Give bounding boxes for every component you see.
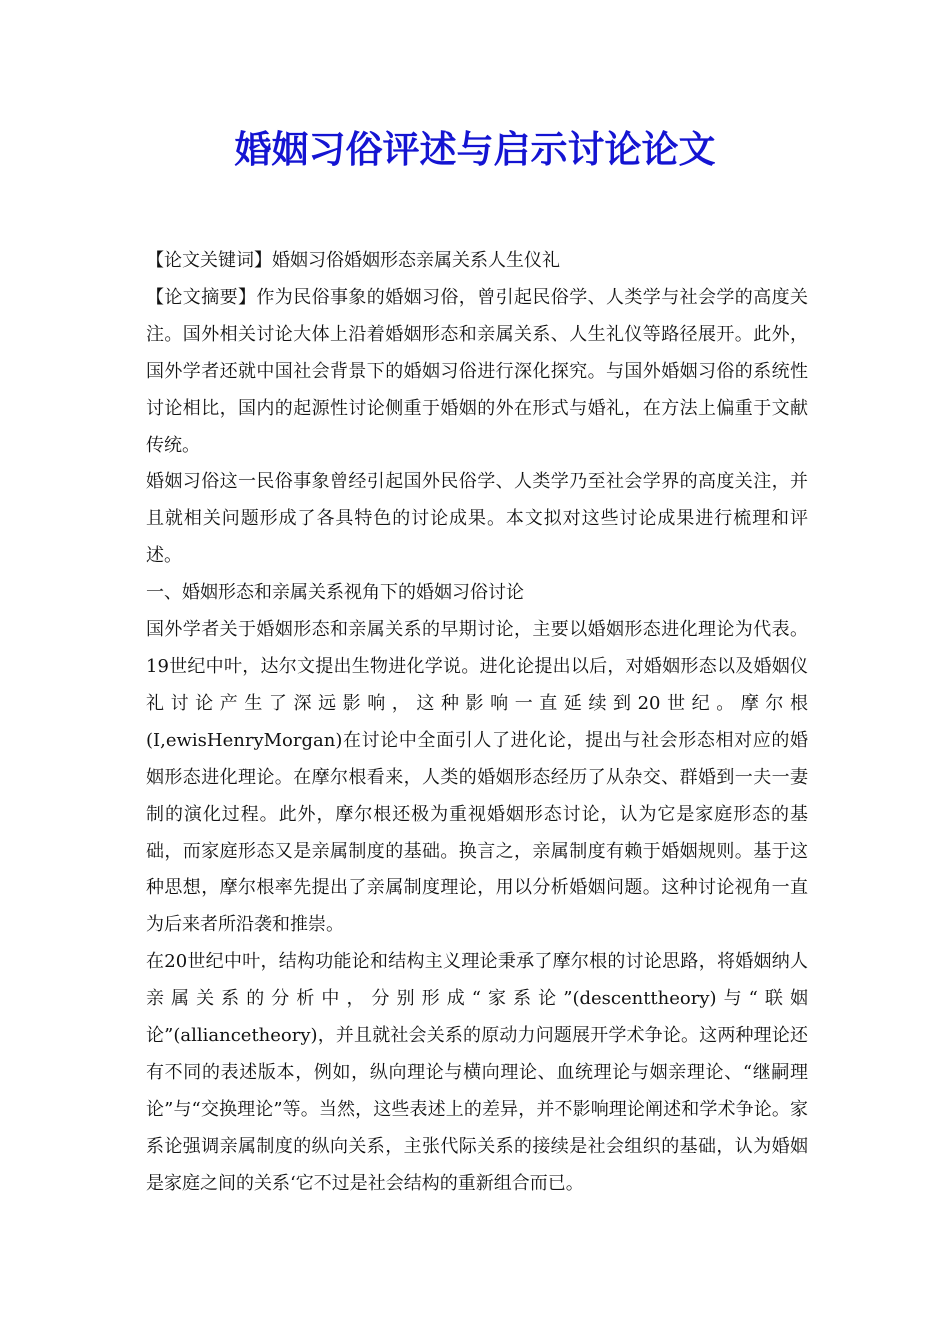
document-body [146,243,808,1203]
body-paragraph: 在20世纪中叶，结构功能论和结构主义理论秉承了摩尔根的讨论思路，将婚姻纳人亲属关系的分析中，分别形成“家系论”(descenttheory)与“联姻论”(alliancetheory)，并且就社会关系的原动力问题展开学术争论。这两种理论还有不同的表述版本，例如，纵向理论与横向理论、血统理论与姻亲理论、“继嗣理论”与“交换理论”等。当然，这些表述上的差异，并不影响理论阐述和学术争论。家系论强调亲属制度的纵向关系，主张代际关系的接续是社会组织的基础，认为婚姻是家庭之间的关系‘它不过是社会结构的重新组合而已。 [146,951,808,1194]
body-paragraph: 国外学者关于婚姻形态和亲属关系的早期讨论，主要以婚姻形态进化理论为代表。19世纪中叶，达尔文提出生物进化学说。进化论提出以后，对婚姻形态以及婚姻仪礼讨论产生了深远影响，这种影响一直延续到20世纪。摩尔根(I,ewisHenryMorgan)在讨论中全面引人了进化论，提出与社会形态相对应的婚姻形态进化理论。在摩尔根看来，人类的婚姻形态经历了从杂交、群婚到一夫一妻制的演化过程。此外，摩尔根还极为重视婚姻形态讨论，认为它是家庭形态的基础，而家庭形态又是亲属制度的基础。换言之，亲属制度有赖于婚姻规则。基于这种思想，摩尔根率先提出了亲属制度理论，用以分析婚姻问题。这种讨论视角一直为后来者所沿袭和推崇。 [146,619,808,936]
keywords-paragraph: 【论文关键词】婚姻习俗婚姻形态亲属关系人生仪礼 [146,250,560,271]
section-heading: 一、婚姻形态和亲属关系视角下的婚姻习俗讨论 [146,582,524,604]
abstract-paragraph: 【论文摘要】作为民俗事象的婚姻习俗，曾引起民俗学、人类学与社会学的高度关注。国外相关讨论大体上沿着婚姻形态和亲属关系、人生礼仪等路径展开。此外，国外学者还就中国社会背景下的婚姻习俗进行深化探究。与国外婚姻习俗的系统性讨论相比，国内的起源性讨论侧重于婚姻的外在形式与婚礼，在方法上偏重于文献传统。 [146,286,808,456]
document-title: 婚姻习俗评述与启示讨论论文 [234,128,716,171]
intro-paragraph: 婚姻习俗这一民俗事象曾经引起国外民俗学、人类学乃至社会学界的高度关注，并且就相关问题形成了各具特色的讨论成果。本文拟对这些讨论成果进行梳理和评述。 [146,471,808,567]
